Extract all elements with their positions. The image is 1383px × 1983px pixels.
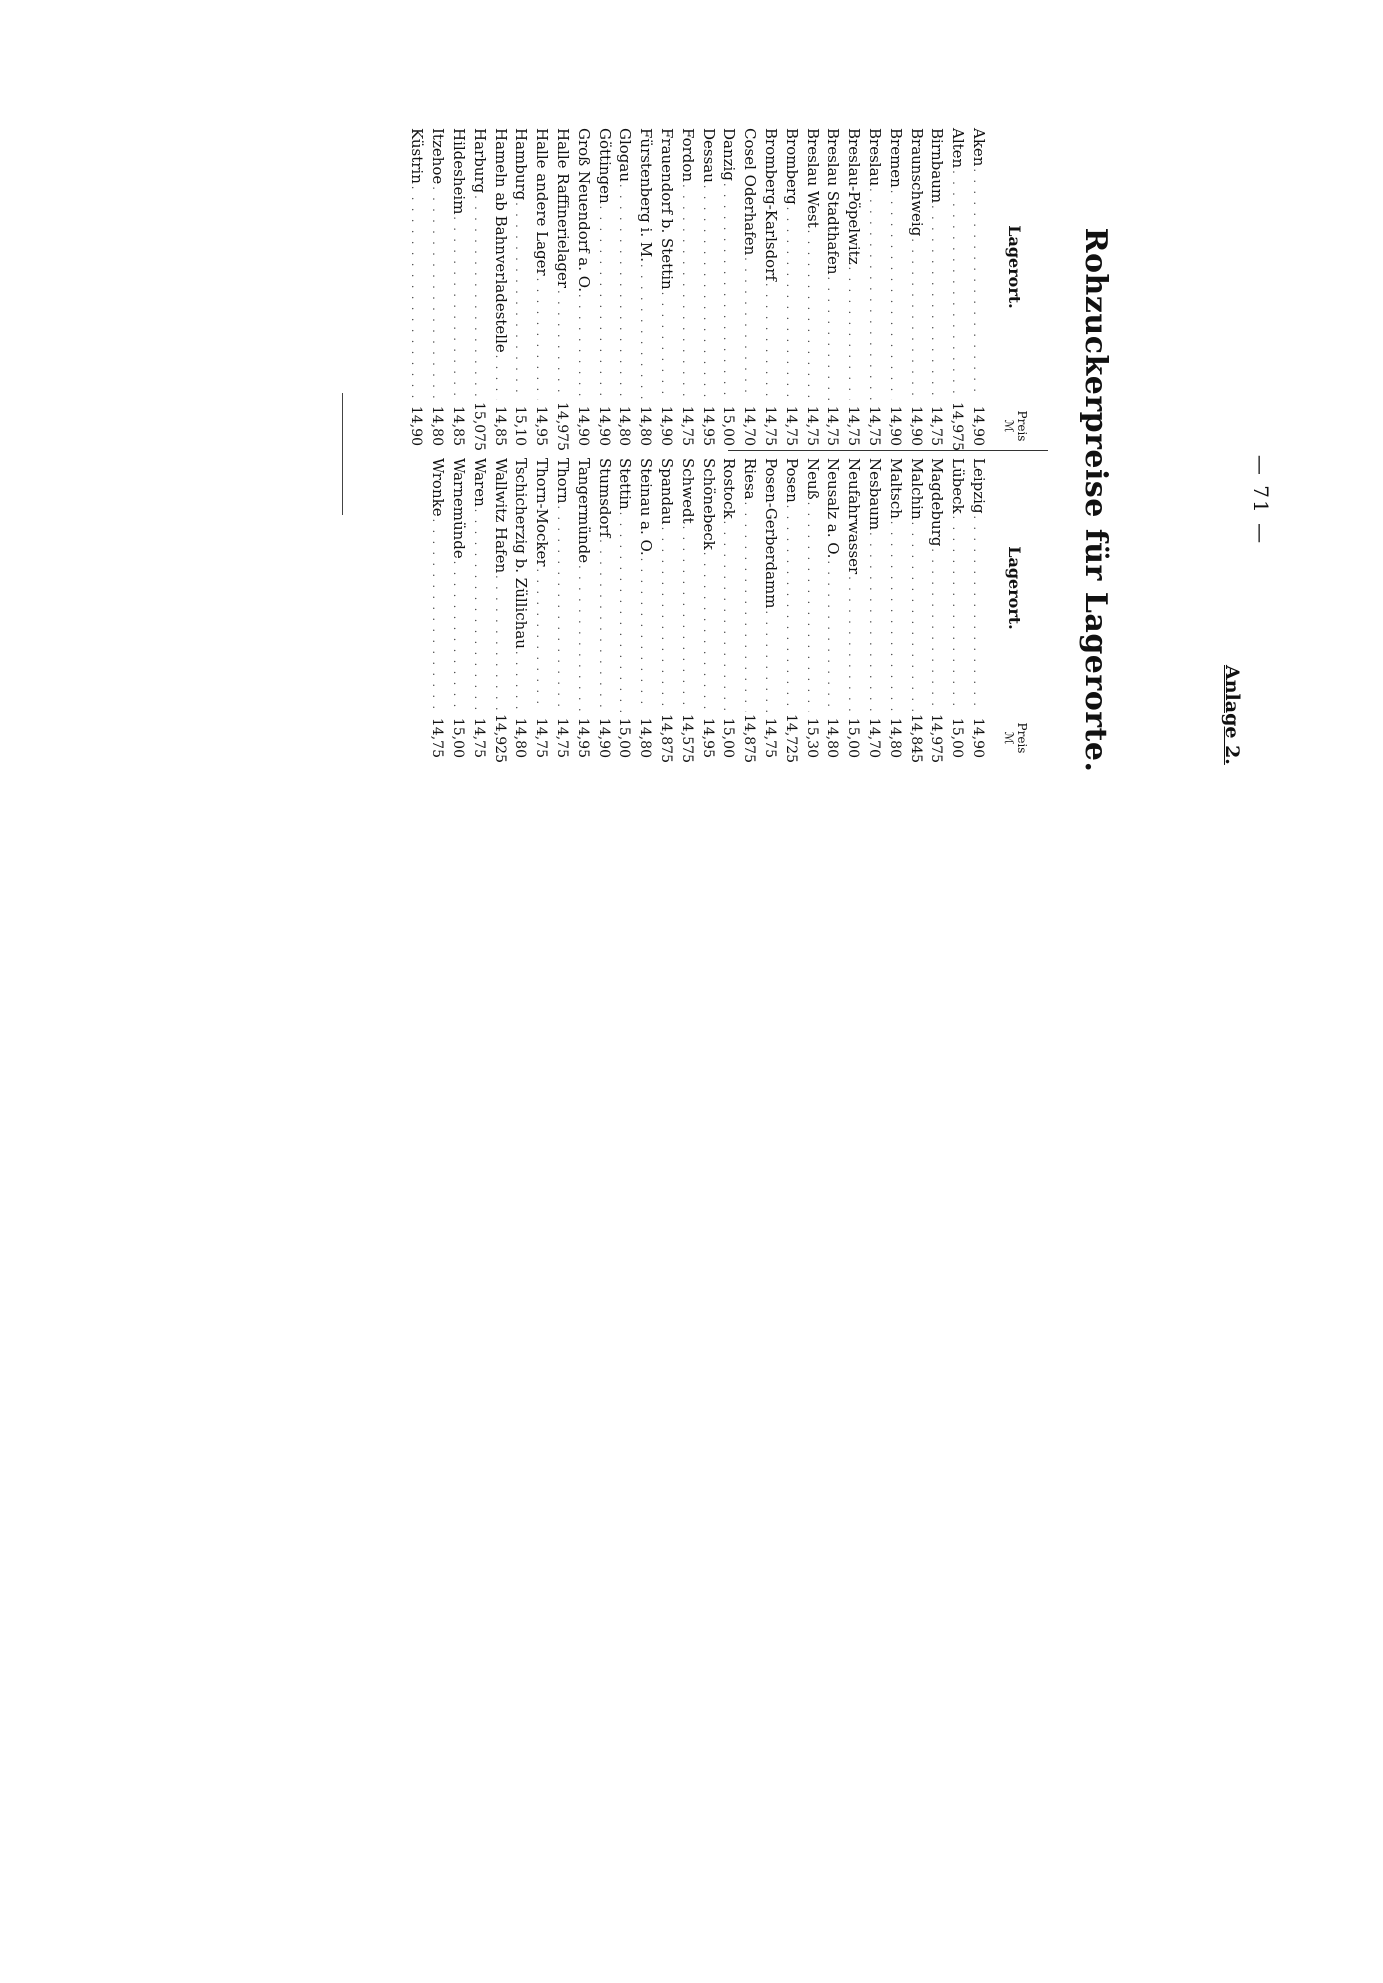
location-name: Rostock <box>720 458 739 519</box>
price-value: 14,80 <box>637 717 654 758</box>
dot-leader <box>701 185 714 400</box>
table-row <box>489 128 510 446</box>
location-name: Groß Neuendorf a. O. <box>574 128 593 292</box>
location-name: Itzehoe <box>429 128 448 185</box>
location-name: Küstrin <box>408 128 427 184</box>
price-value: 14,75 <box>429 717 446 758</box>
price-value: 14,90 <box>970 405 986 446</box>
location-name: Bremen <box>886 128 905 188</box>
dot-leader <box>493 355 506 400</box>
dot-leader <box>513 651 526 712</box>
dot-leader <box>409 186 422 400</box>
location-name: Stettin <box>616 458 635 510</box>
table-row <box>759 458 780 758</box>
dot-leader <box>805 230 818 400</box>
price-value: 14,70 <box>741 405 758 446</box>
table-row <box>655 458 677 763</box>
price-header-label: Preis <box>1015 722 1029 754</box>
location-name: Breslau <box>866 128 885 187</box>
price-value: 14,75 <box>824 405 841 446</box>
table-row <box>593 458 614 758</box>
price-header-unit: ℳ <box>1002 731 1016 745</box>
dot-leader <box>680 184 693 400</box>
dot-leader <box>825 560 838 712</box>
table-row <box>510 128 531 446</box>
dot-leader <box>721 521 734 712</box>
price-value: 14,85 <box>450 405 467 446</box>
page-title: Rohzuckerpreise für Lagerorte. <box>1078 227 1113 773</box>
price-header-unit: ℳ <box>1002 419 1016 433</box>
dot-leader <box>929 548 942 712</box>
table-row <box>967 458 988 758</box>
location-name: Frauendorf b. Stettin <box>658 128 677 290</box>
location-name: Göttingen <box>595 128 614 204</box>
table-row <box>551 128 573 451</box>
dot-leader <box>867 532 880 712</box>
dot-leader <box>659 527 672 712</box>
dot-leader <box>659 292 672 400</box>
page-number: — 71 — <box>1249 454 1273 546</box>
dot-leader <box>617 184 630 400</box>
price-value: 14,70 <box>866 717 883 758</box>
dot-leader <box>721 183 734 400</box>
dot-leader <box>597 539 610 712</box>
table-row <box>738 128 759 446</box>
price-value: 14,90 <box>595 717 612 758</box>
location-name: Neuß <box>803 458 822 500</box>
dot-leader <box>950 516 963 712</box>
location-name: Stumsdorf <box>595 458 614 538</box>
price-header-label: Preis <box>1015 410 1029 442</box>
table-row <box>426 458 447 758</box>
location-name: Glogau <box>616 128 635 183</box>
table-row <box>801 128 822 446</box>
location-name: Birnbaum <box>928 128 947 204</box>
location-name: Schönebeck <box>699 458 718 550</box>
location-name: Bromberg <box>782 128 801 205</box>
table-row <box>718 458 739 758</box>
location-name: Danzig <box>720 128 739 181</box>
price-value: 14,75 <box>928 405 945 446</box>
table-row <box>842 458 863 758</box>
table-row <box>551 458 572 758</box>
price-value: 15,00 <box>450 717 467 758</box>
dot-leader <box>805 502 818 712</box>
dot-leader <box>742 502 755 712</box>
price-value: 14,90 <box>886 405 903 446</box>
location-name: Waren <box>470 458 489 507</box>
location-name: Halle Raffinerielager <box>554 128 573 289</box>
price-value: 14,75 <box>554 717 571 758</box>
price-value: 14,75 <box>845 405 862 446</box>
price-value: 14,925 <box>491 714 508 763</box>
dot-leader <box>472 195 485 400</box>
dot-leader <box>513 202 526 400</box>
location-name: Riesa <box>741 458 760 500</box>
table-row <box>801 458 822 758</box>
table-row <box>863 128 884 446</box>
left-column-header <box>988 128 1028 446</box>
price-value: 14,80 <box>512 717 529 758</box>
price-value: 14,80 <box>429 405 446 446</box>
price-value: 14,75 <box>678 405 695 446</box>
price-value: 15,00 <box>949 717 966 758</box>
dot-leader <box>888 190 901 400</box>
dot-leader <box>576 294 589 400</box>
location-name: Posen-Gerberdamm <box>762 458 781 609</box>
table-row <box>572 128 593 446</box>
table-row <box>884 128 905 446</box>
dot-leader <box>638 558 651 712</box>
price-value: 15,30 <box>803 717 820 758</box>
appendix-label: Anlage 2. <box>1221 665 1243 765</box>
table-row <box>967 128 988 446</box>
dot-leader <box>430 186 443 400</box>
location-name: Breslau Stadthafen <box>824 128 843 275</box>
location-name: Neusalz a. O. <box>824 458 843 559</box>
table-row <box>655 128 676 446</box>
table-row <box>530 458 551 758</box>
table-row <box>946 128 968 451</box>
location-name: Malchin <box>907 458 926 520</box>
location-header: Lagerort. <box>1005 546 1024 630</box>
price-value: 14,975 <box>554 402 571 451</box>
right-column-header <box>988 458 1028 758</box>
location-name: Tschicherzig b. Züllichau <box>512 458 531 649</box>
table-row <box>530 128 551 446</box>
table-row <box>468 128 489 451</box>
price-value: 14,80 <box>616 405 633 446</box>
price-value: 14,95 <box>533 405 550 446</box>
dot-leader <box>950 170 963 400</box>
price-value: 14,75 <box>762 405 779 446</box>
location-name: Wallwitz Hafen <box>491 458 510 574</box>
table-row <box>634 128 655 446</box>
table-row <box>822 128 843 446</box>
table-row <box>468 458 489 758</box>
price-value: 15,075 <box>470 402 487 451</box>
location-name: Thorn-Mocker <box>533 458 552 567</box>
table-row <box>634 458 655 758</box>
location-name: Nesbaum <box>866 458 885 531</box>
price-value: 14,90 <box>658 405 675 446</box>
dot-leader <box>784 207 797 400</box>
price-value: 14,75 <box>782 405 799 446</box>
right-price-column <box>426 458 1029 763</box>
price-value: 14,725 <box>782 714 799 763</box>
dot-leader <box>909 522 922 712</box>
location-name: Bromberg-Karlsdorf <box>762 128 781 281</box>
location-name: Fordon <box>678 128 697 183</box>
price-value: 15,00 <box>720 717 737 758</box>
table-row <box>676 128 697 446</box>
price-value: 14,845 <box>907 714 924 763</box>
location-name: Tangermünde <box>574 458 593 564</box>
location-name: Dessau <box>699 128 718 183</box>
location-name: Warnemünde <box>450 458 469 559</box>
location-name: Thorn <box>554 458 573 504</box>
dot-leader <box>617 512 630 712</box>
table-row <box>426 128 447 446</box>
dot-leader <box>534 569 547 712</box>
price-value: 14,95 <box>699 717 716 758</box>
price-value: 14,975 <box>928 714 945 763</box>
table-row <box>842 128 863 446</box>
location-name: Schwedt <box>678 458 697 524</box>
dot-leader <box>451 561 464 712</box>
price-value: 15,00 <box>845 717 862 758</box>
table-row <box>946 458 967 758</box>
table-row <box>676 458 697 763</box>
price-value: 14,875 <box>658 714 675 763</box>
price-value: 14,90 <box>408 405 425 446</box>
table-row <box>489 458 510 763</box>
table-row <box>822 458 843 758</box>
price-value: 14,90 <box>970 717 986 758</box>
price-value: 14,75 <box>470 717 487 758</box>
table-row <box>863 458 884 758</box>
dot-leader <box>555 506 568 712</box>
location-name: Cosel Oderhafen <box>741 128 760 256</box>
location-name: Lübeck <box>949 458 968 514</box>
dot-leader <box>867 188 880 400</box>
dot-leader <box>929 205 942 400</box>
table-row <box>406 128 427 446</box>
dot-leader <box>680 526 693 712</box>
price-value: 14,75 <box>533 717 550 758</box>
dot-leader <box>555 290 568 400</box>
price-value: 15,10 <box>512 405 529 446</box>
location-name: Breslau West <box>803 128 822 228</box>
table-row <box>614 458 635 758</box>
dot-leader <box>701 552 714 712</box>
table-row <box>510 458 531 758</box>
location-name: Halle andere Lager <box>533 128 552 276</box>
table-row <box>926 458 947 763</box>
dot-leader <box>534 278 547 400</box>
scan-rule-mark <box>342 393 343 515</box>
location-name: Braunschweig <box>907 128 926 237</box>
table-row <box>884 458 905 758</box>
location-name: Spandau <box>658 458 677 525</box>
location-name: Leipzig <box>970 458 988 514</box>
table-row <box>926 128 947 446</box>
table-row <box>780 458 801 763</box>
table-row <box>905 458 926 763</box>
location-name: Steinau a. O. <box>637 458 656 556</box>
dot-leader <box>742 257 755 400</box>
table-row <box>447 458 468 758</box>
location-name: Breslau-Pöpelwitz <box>845 128 864 265</box>
left-price-column <box>406 128 1029 451</box>
price-value: 14,575 <box>678 714 695 763</box>
table-row <box>447 128 468 446</box>
dot-leader <box>888 521 901 712</box>
right-rows <box>426 458 988 763</box>
table-row <box>759 128 780 446</box>
digitization-credit <box>0 0 20 1000</box>
price-value: 14,95 <box>574 717 591 758</box>
price-value: 14,75 <box>803 405 820 446</box>
dot-leader <box>784 505 797 712</box>
price-header <box>1002 718 1028 758</box>
price-value: 14,975 <box>949 402 966 451</box>
location-name: Hamburg <box>512 128 531 201</box>
table-row <box>697 458 718 758</box>
price-value: 14,80 <box>824 717 841 758</box>
table-row <box>593 128 614 446</box>
location-name: Alten <box>949 128 968 169</box>
price-value: 14,80 <box>886 717 903 758</box>
location-name: Posen <box>782 458 801 503</box>
dot-leader <box>472 509 485 712</box>
location-name: Fürstenberg i. M. <box>637 128 656 262</box>
location-name: Maltsch <box>886 458 905 519</box>
price-value: 15,00 <box>616 717 633 758</box>
table-row <box>738 458 760 763</box>
price-value: 14,90 <box>595 405 612 446</box>
price-value: 14,80 <box>637 405 654 446</box>
dot-leader <box>763 611 776 713</box>
price-value: 14,85 <box>491 405 508 446</box>
location-name: Hameln ab Bahnverladestelle <box>491 128 510 353</box>
dot-leader <box>971 516 984 712</box>
dot-leader <box>825 277 838 400</box>
location-name: Harburg <box>470 128 489 194</box>
price-header <box>1002 406 1028 446</box>
table-row <box>697 128 718 446</box>
column-divider <box>728 450 1048 451</box>
price-value: 14,75 <box>866 405 883 446</box>
price-value: 14,875 <box>741 714 758 763</box>
dot-leader <box>493 575 506 712</box>
price-value: 14,90 <box>574 405 591 446</box>
dot-leader <box>638 264 651 400</box>
table-row <box>780 128 801 446</box>
location-name: Hildesheim <box>450 128 469 215</box>
price-value: 15,00 <box>720 405 737 446</box>
dot-leader <box>909 238 922 400</box>
table-row <box>718 128 739 446</box>
dot-leader <box>763 283 776 400</box>
table-row <box>905 128 926 446</box>
dot-leader <box>430 519 443 712</box>
location-name: Wronke <box>429 458 448 517</box>
location-header: Lagerort. <box>1005 225 1024 309</box>
price-value: 14,90 <box>907 405 924 446</box>
dot-leader <box>971 168 984 400</box>
dot-leader <box>846 576 859 712</box>
location-name: Neufahrwasser <box>845 458 864 575</box>
table-row <box>614 128 635 446</box>
left-rows <box>406 128 988 451</box>
dot-leader <box>451 216 464 400</box>
location-name: Magdeburg <box>928 458 947 547</box>
location-name: Aken <box>970 128 988 167</box>
price-value: 14,75 <box>762 717 779 758</box>
table-row <box>572 458 593 758</box>
dot-leader <box>576 565 589 712</box>
dot-leader <box>846 267 859 400</box>
price-value: 14,95 <box>699 405 716 446</box>
dot-leader <box>597 206 610 400</box>
